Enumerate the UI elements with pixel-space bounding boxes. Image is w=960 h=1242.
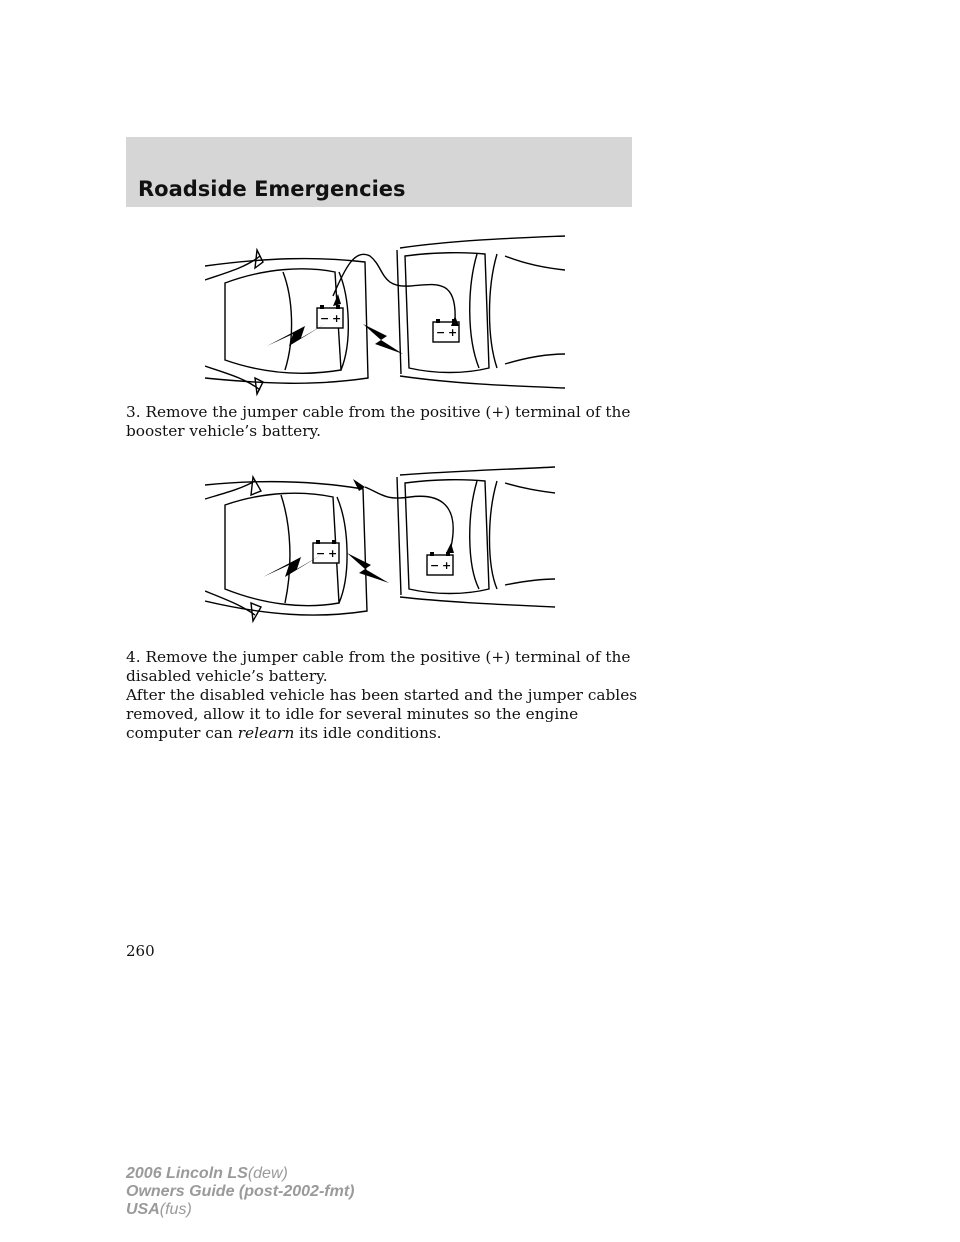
note-italic-term: relearn (237, 724, 295, 742)
two-cars-battery-diagram (205, 228, 565, 398)
footer-market: USA (126, 1201, 160, 1218)
booster-battery-minus: − (320, 312, 330, 325)
footer-model-code: (dew) (247, 1165, 288, 1182)
footer-line-3 (126, 1201, 354, 1219)
disabled-battery-plus-2: + (442, 559, 452, 572)
note-text-before: After the disabled vehicle has been started and the jumper cables removed, allow it to idle for several minutes so the engine computer can (126, 686, 638, 742)
jump-start-illustration-1 (205, 228, 565, 398)
booster-battery-minus-2: − (316, 547, 326, 560)
booster-battery-plus-2: + (328, 547, 338, 560)
note-text-after: its idle conditions. (294, 724, 442, 742)
disabled-battery-minus: − (436, 326, 446, 339)
footer-line-2 (126, 1183, 354, 1201)
footer-market-code: (fus) (159, 1201, 192, 1218)
footer-guide: Owners Guide (post-2002-fmt) (126, 1183, 355, 1200)
page-number: 260 (126, 942, 155, 960)
step-4-text: 4. Remove the jumper cable from the positive (+) terminal of the disabled vehicle’s battery. (126, 648, 631, 685)
idle-relearn-note (126, 686, 646, 743)
jump-start-illustration-2 (205, 465, 565, 635)
section-title: Roadside Emergencies (138, 177, 406, 201)
step-3-text: 3. Remove the jumper cable from the positive (+) terminal of the booster vehicle’s battery. (126, 403, 631, 440)
section-header (126, 137, 632, 207)
footer-model: 2006 Lincoln LS (126, 1165, 248, 1182)
two-cars-battery-diagram-2 (205, 465, 565, 635)
disabled-battery-minus-2: − (430, 559, 440, 572)
booster-battery-plus: + (332, 312, 342, 325)
disabled-battery-plus: + (448, 326, 458, 339)
footer-line-1 (126, 1165, 354, 1183)
document-footer (126, 1165, 354, 1219)
